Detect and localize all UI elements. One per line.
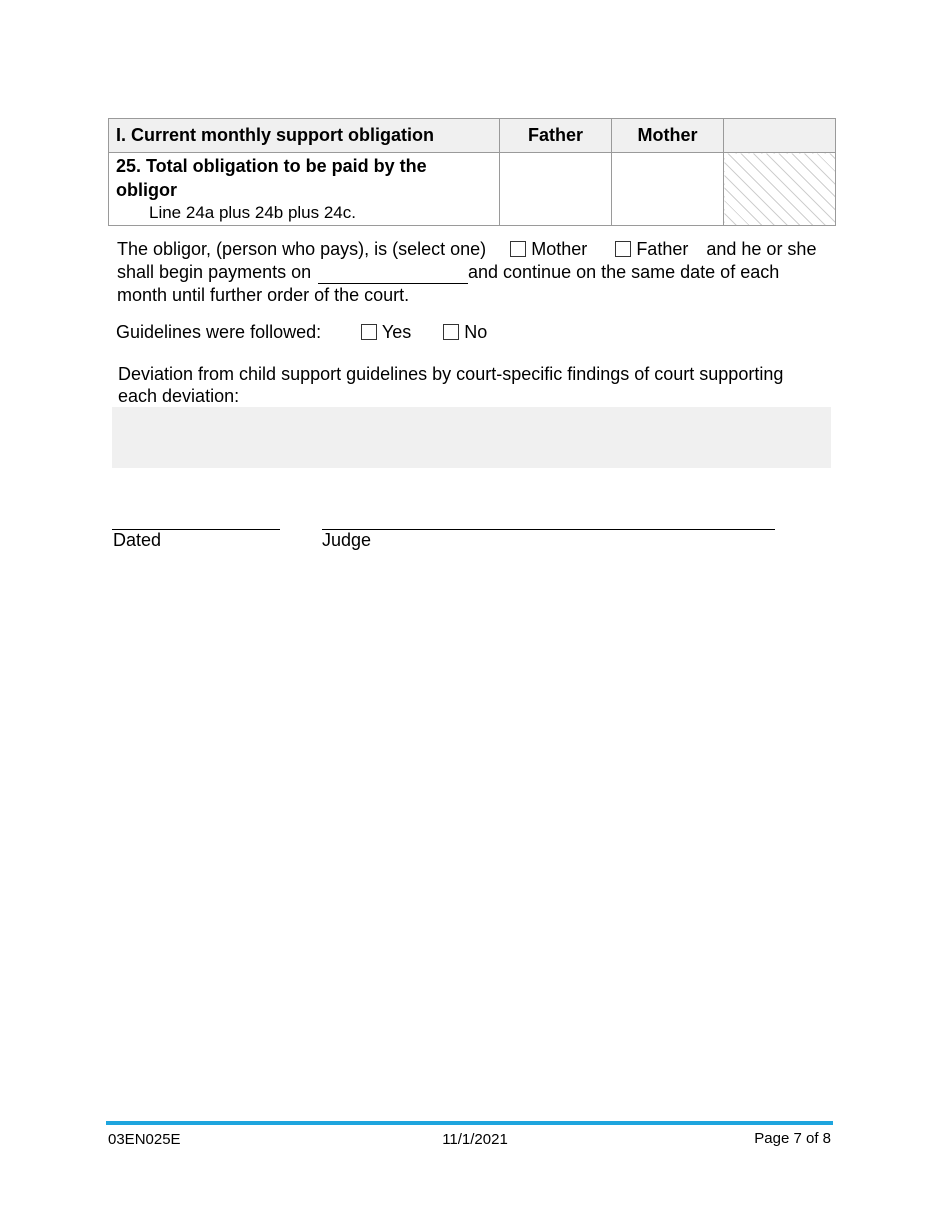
mother-checkbox[interactable]: [510, 241, 526, 257]
dated-label: Dated: [113, 530, 162, 550]
table-row: [109, 153, 836, 226]
guidelines-label: Guidelines were followed:: [116, 322, 322, 342]
obligor-line-1: [117, 238, 816, 260]
mother-option-label: Mother: [531, 239, 588, 259]
father-checkbox[interactable]: [615, 241, 631, 257]
column-blank: [724, 119, 836, 153]
guidelines-yes-label: Yes: [381, 322, 412, 342]
hatched-cell: [724, 153, 836, 226]
obligor-prefix: The obligor, (person who pays), is (select one): [117, 239, 487, 259]
footer-page-number: Page 7 of 8: [754, 1130, 831, 1147]
footer-form-id: 03EN025E: [108, 1131, 181, 1148]
mother-amount-field[interactable]: [612, 153, 724, 226]
footer-accent-bar: [106, 1121, 833, 1125]
section-heading: I. Current monthly support obligation: [109, 119, 500, 153]
footer-date: 11/1/2021: [442, 1131, 508, 1148]
guidelines-no-label: No: [464, 322, 488, 342]
guidelines-no-checkbox[interactable]: [443, 324, 459, 340]
judge-label: Judge: [322, 530, 372, 550]
deviation-label: Deviation from child support guidelines by court-specific findings of court supporting each deviation:: [118, 364, 784, 406]
support-obligation-table: [108, 118, 836, 226]
column-mother: Mother: [612, 119, 724, 153]
father-option-label: Father: [636, 239, 689, 259]
judge-signature-line[interactable]: [322, 529, 775, 530]
obligor-line-2-start: shall begin payments on: [117, 262, 312, 282]
obligor-line-3: month until further order of the court.: [117, 285, 410, 305]
deviation-findings-field[interactable]: [112, 407, 831, 468]
row-subtitle: Line 24a plus 24b plus 24c.: [149, 203, 356, 222]
table-header-row: [109, 119, 836, 153]
obligor-line-2-end: and continue on the same date of each: [468, 262, 780, 282]
column-father: Father: [500, 119, 612, 153]
and-he-or-she-text: and he or she: [706, 239, 817, 259]
row-title: 25. Total obligation to be paid by the obligor: [116, 156, 427, 200]
guidelines-yes-checkbox[interactable]: [361, 324, 377, 340]
father-amount-field[interactable]: [500, 153, 612, 226]
guidelines-row: [116, 321, 487, 343]
row-label-cell: [109, 153, 500, 226]
